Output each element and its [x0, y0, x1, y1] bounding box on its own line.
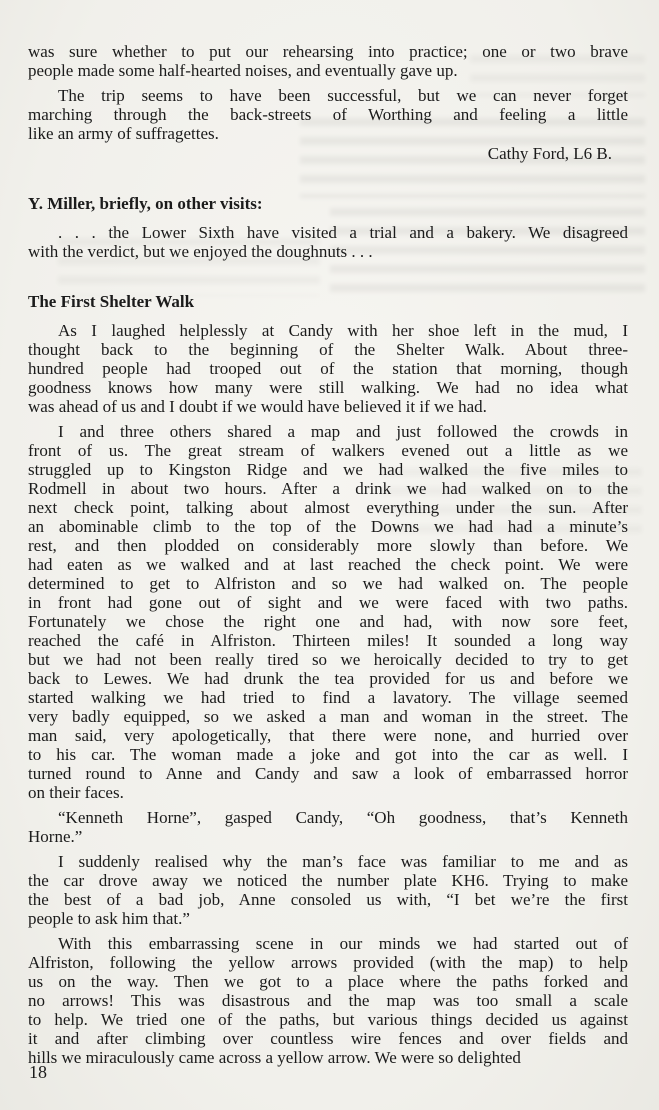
- text-line: hundred people had trooped out of the station that morning, though: [28, 359, 628, 378]
- text-line: goodness knows how many were still walking. We had no idea what: [28, 378, 628, 397]
- text-line: determined to get to Alfriston and so we had walked on. The people: [28, 574, 628, 593]
- text-line: The trip seems to have been successful, but we can never forget: [58, 86, 628, 105]
- text-line: rest, and then plodded on considerably more slowly than before. We: [28, 536, 628, 555]
- text-line: “Kenneth Horne”, gasped Candy, “Oh goodness, that’s Kenneth: [58, 808, 628, 827]
- text-line: started walking we had tried to find a lavatory. The village seemed: [28, 688, 628, 707]
- text-line: an abominable climb to the top of the Downs we had had a minute’s: [28, 517, 628, 536]
- text-line: to help. We tried one of the paths, but various things decided us against: [28, 1010, 628, 1029]
- text-line: reached the café in Alfriston. Thirteen miles! It sounded a long way: [28, 631, 628, 650]
- text-line: people to ask him that.”: [28, 909, 190, 928]
- text-line: people made some half-hearted noises, and eventually gave up.: [28, 61, 458, 80]
- text-line: on their faces.: [28, 783, 124, 802]
- text-line: man said, very apologetically, that there were none, and hurried over: [28, 726, 628, 745]
- text-line: front of us. The great stream of walkers evened out a little as we: [28, 441, 628, 460]
- text-line: hills we miraculously came across a yellow arrow. We were so delighted: [28, 1048, 521, 1067]
- text-line: With this embarrassing scene in our minds we had started out of: [58, 934, 628, 953]
- text-line: back to Lewes. We had drunk the tea provided for us and before we: [28, 669, 628, 688]
- text-line: was ahead of us and I doubt if we would have believed it if we had.: [28, 397, 487, 416]
- text-line: the best of a bad job, Anne consoled us with, “I bet we’re the first: [28, 890, 628, 909]
- section-heading: Y. Miller, briefly, on other visits:: [28, 194, 263, 213]
- paragraph: [28, 852, 628, 928]
- text-line: struggled up to Kingston Ridge and we had walked the five miles to: [28, 460, 628, 479]
- text-line: very badly equipped, so we asked a man and woman in the street. The: [28, 707, 628, 726]
- text-line: I suddenly realised why the man’s face was familiar to me and as: [58, 852, 628, 871]
- text-line: next check point, talking about almost everything under the sun. After: [28, 498, 628, 517]
- paragraph: [28, 42, 628, 80]
- text-line: I and three others shared a map and just followed the crowds in: [58, 422, 628, 441]
- text-line: to his car. The woman made a joke and got into the car as well. I: [28, 745, 628, 764]
- text-column: [28, 42, 628, 1067]
- paragraph: [28, 223, 628, 261]
- text-line: was sure whether to put our rehearsing into practice; one or two brave: [28, 42, 628, 61]
- text-line: . . . the Lower Sixth have visited a trial and a bakery. We disagreed: [58, 223, 628, 242]
- paragraph: [28, 808, 628, 846]
- paragraph: [28, 422, 628, 802]
- paragraph: [28, 934, 628, 1067]
- section-heading: The First Shelter Walk: [28, 292, 195, 311]
- paragraph: [28, 321, 628, 416]
- text-line: Rodmell in about two hours. After a drink we had walked on to the: [28, 479, 628, 498]
- text-line: it and after climbing over countless wire fences and over fields and: [28, 1029, 628, 1048]
- text-line: Horne.”: [28, 827, 83, 846]
- author-byline: Cathy Ford, L6 B.: [487, 144, 612, 163]
- text-line: marching through the back-streets of Worthing and feeling a little: [28, 105, 628, 124]
- text-line: the car drove away we noticed the number plate KH6. Trying to make: [28, 871, 628, 890]
- text-line: Alfriston, following the yellow arrows provided (with the map) to help: [28, 953, 628, 972]
- text-line: but we had not been really tired so we heroically decided to try to get: [28, 650, 628, 669]
- text-line: like an army of suffragettes.: [28, 124, 219, 143]
- text-line: in front had gone out of sight and we were faced with two paths.: [28, 593, 628, 612]
- paragraph: [28, 86, 628, 143]
- text-line: turned round to Anne and Candy and saw a look of embarrassed horror: [28, 764, 628, 783]
- text-line: no arrows! This was disastrous and the map was too small a scale: [28, 991, 628, 1010]
- page-number: 18: [29, 1062, 47, 1082]
- text-line: had eaten as we walked and at last reached the check point. We were: [28, 555, 628, 574]
- text-line: thought back to the beginning of the Shelter Walk. About three-: [28, 340, 628, 359]
- text-line: with the verdict, but we enjoyed the doughnuts . . .: [28, 242, 373, 261]
- text-line: As I laughed helplessly at Candy with her shoe left in the mud, I: [58, 321, 628, 340]
- text-line: us on the way. Then we got to a place where the paths forked and: [28, 972, 628, 991]
- text-line: Fortunately we chose the right one and had, with now sore feet,: [28, 612, 628, 631]
